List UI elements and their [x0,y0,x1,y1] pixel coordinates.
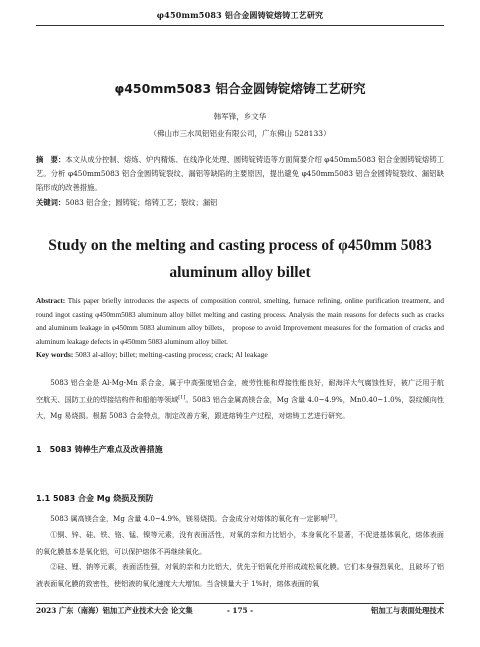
intro-text-a: 5083 铝合金是 Al-Mg-Mn 系合金，属于中高强度铝合金，疲劳性能和焊接性能良好，耐海洋大气腐蚀性好，被广泛用于航空航天、国防工业的焊接结构件和船舶等领域 [36,378,444,404]
keywords-en [36,349,444,361]
footer-page-number: - 175 - [226,606,254,615]
footer-rule [36,603,444,604]
keywords-en-label: Key words: [36,350,74,359]
section-heading-1-1: 1.1 5083 合金 Mg 烧损及预防 [36,494,154,503]
citation-ref: [1] [178,394,186,401]
running-header: φ450mm5083 铝合金圆铸锭熔铸工艺研究 [156,10,324,20]
abstract-cn-text: 本文从成分控制、熔炼、炉内精炼、在线净化处理、圆铸锭铸造等方面简要介绍 φ450mm5083 铝合金圆铸锭熔铸工艺。分析 φ450mm5083 铝合金圆铸锭裂纹、漏铝等缺陷的主要原因，提出避免 φ450mm5083 铝合金圆铸锭裂纹、漏铝缺陷形成的改善措施。 [36,155,444,192]
body-paragraph-1 [36,511,444,528]
intro-paragraph [36,375,444,425]
body-paragraph-3: ②硅、锂、钠等元素，表面活性强，对氧的亲和力比铝大，优先于铝氧化并形成疏松氧化膜。它们本身强烈氧化，且破坏了铝液表面氧化膜的致密性，使铝液的氧化速度大大增加。当含镁量大于 1%时，熔体表面的氧 [36,562,444,588]
authors: 韩军锋，乡文华 [213,112,267,121]
abstract-cn [36,153,444,195]
abstract-en [36,295,444,349]
keywords-cn-label: 关键词： [36,198,66,207]
citation-ref: [2] [327,513,335,520]
abstract-cn-label: 摘 要： [36,155,66,164]
section-heading-1: 1 5083 铸棒生产难点及改善措施 [36,445,163,454]
paper-title-cn: φ450mm5083 铝合金圆铸锭熔铸工艺研究 [114,81,366,96]
abstract-en-text: This paper briefly introduces the aspects of composition control, smelting, furnace refining, online purification treatment, and round ingot casting φ450mm5083 aluminum alloy billet melting and casting process. Analysis the main reasons for defects such as cracks and aluminum leakage in φ450mm 5083 aluminum alloy billets， propose to avoid Improvement measures for the formation of cracks and aluminum leakage defects in φ450mm 5083 aluminum alloy billet. [36,297,444,346]
footer-conference: 2023 广东（南海）铝加工产业技术大会 论文集 [36,606,193,615]
intro-text-b: 。5083 铝合金属高镁合金，Mg 含量 4.0~4.9%，Mn0.40~1.0%，裂纹倾向性大，Mg 易烧损。根据 5083 合金特点，制定改善方案，跟进熔铸生产过程，对熔铸工艺进行研究。 [36,394,444,420]
paper-title-en: Study on the melting and casting process of φ450mm 5083 aluminum alloy billet [48,237,432,281]
footer-journal: 铝加工与表面处理技术 [371,606,444,615]
page-footer [36,606,444,618]
body-paragraph-2: ①铜、锌、硅、铁、铬、锰、镍等元素，没有表面活性，对氧的亲和力比铝小，本身氧化不显著，不促进基体氧化，熔体表面的氧化膜基本是氧化铝，可以保护熔体不再继续氧化。 [36,530,444,556]
keywords-cn [36,197,444,209]
para1-text-a: 5083 属高镁合金，Mg 含量 4.0~4.9%，镁易烧损。合金成分对熔体的氧化有一定影响 [50,514,328,523]
para1-text-b: 。 [334,514,342,523]
abstract-en-label: Abstract: [36,297,66,305]
keywords-cn-text: 5083 铝合金；圆铸锭；熔铸工艺；裂纹；漏铝 [65,198,218,207]
header-rule [36,25,444,26]
affiliation: （佛山市三水凤铝铝业有限公司，广东佛山 528133） [149,129,331,138]
keywords-en-text: 5083 al-alloy; billet; melting-casting process; crack; Al leakage [75,350,268,359]
